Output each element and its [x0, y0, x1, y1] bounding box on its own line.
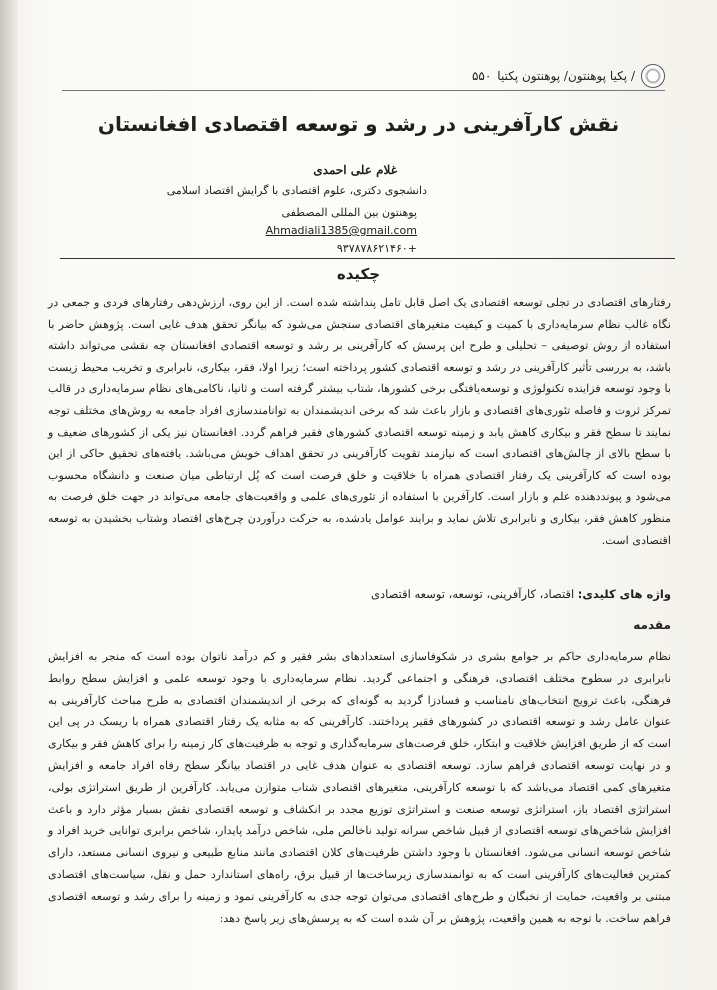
header-page-number: ۵۵۰	[471, 69, 492, 83]
author-phone: +۹۳۷۸۷۸۶۲۱۴۶۰	[336, 242, 417, 255]
author-name: غلام علی احمدی	[313, 163, 397, 177]
keywords	[371, 587, 671, 601]
abstract-text: رفتارهای اقتصادی در تجلی توسعه اقتصادی یک اصل قابل تامل پنداشته شده است. از این روی، ارزش‌دهی رفتارهای فردی و جمعی در نگاه غالب نظام سرمایه‌داری با کمیت و کیفیت متغیرهای اقتصادی سنجش می‌شود که بیانگر تحقق هدف غایی است. پژوهش حاضر با استفاده از روش توصیفی – تحلیلی و طرح این پرسش که کارآفرینی بر رشد و توسعه اقتصادی افغانستان چه نقشی می‌تواند داشته باشد، به بررسی تأثیر کارآفرینی در رشد و توسعه اقتصادی کشور پرداخته است؛ زیرا اولا، فقر، بیکاری، نابرابری و تخریب محیط زیست با وجود توسعه فزاینده تکنولوژی و توسعه‌یافتگی برخی کشورها، شتاب بیشتر گرفته است و ثانیا، ناکامی‌های نظام سرمایه‌داری در قالب تمرکز ثروت و فاصله تئوری‌های اقتصادی و بازار باعث شد که برخی اندیشمندان به توانامندسازی افراد جامعه به روش‌های مختلف توجه نمایند تا سطح فقر و بیکاری کاهش یابد و زمینه توسعه اقتصادی کشورهای فقیر فراهم گردد. افغانستان نیز یکی از کشورهای ضعیف و با سطح بالای از چالش‌های اقتصادی است که نیازمند تقویت کارآفرینی در تحقق اهداف خویش می‌باشد. یافته‌های تحقیق حاکی از این بوده است که کارآفرینی یک رفتار اقتصادی همراه با خلاقیت و خلق فرصت است که پُل ارتباطی میان صنعت و دانشگاه محسوب می‌شود و پیونددهنده علم و بازار است. کارآفرین با استفاده از تئوری‌های علمی و واقعیت‌های جامعه می‌تواند در جهت خلق فرصت به منظور کاهش فقر، بیکاری و نابرابری تلاش نماید و برایند عوامل یادشده، به حرکت درآوردن چرخ‌های اقتصاد وشتاب بخشیدن به توسعه اقتصادی است.	[48, 296, 671, 547]
author-university: پوهنتون بین المللی المصطفی	[281, 206, 417, 219]
abstract-heading: چکیده	[336, 265, 381, 283]
keywords-label: واژه های کلیدی:	[577, 587, 671, 601]
running-header	[40, 64, 665, 88]
intro-heading: مقدمه	[633, 618, 671, 632]
header-journal: / پکیا پوهنتون/ پوهنتون پکتیا	[497, 69, 635, 83]
author-affiliation: دانشجوی دکتری، علوم اقتصادی با گرایش اقتصاد اسلامی	[166, 184, 427, 197]
article-title: نقش کارآفرینی در رشد و توسعه اقتصادی افغانستان	[97, 112, 620, 136]
header-divider	[62, 90, 665, 91]
author-email[interactable]: Ahmadiali1385@gmail.com	[265, 224, 417, 237]
journal-seal-icon	[641, 64, 665, 88]
abstract-divider	[60, 258, 675, 259]
intro-text: نظام سرمایه‌داری حاکم بر جوامع بشری در شکوفاسازی استعدادهای بشر فقیر و کم درآمد ناتوان بوده است که منجر به افزایش نابرابری در سطوح مختلف اقتصادی، فرهنگی و اجتماعی گردید. نظام سرمایه‌داری با وجود توسعه علمی و افزایش سطح روابط فرهنگی، باعث ترویج انتخاب‌های نامناسب و فسادزا گردید به گونه‌ای که برخی از اندیشمندان اقتصادی به طرح مباحث کارآفرینی به عنوان عامل رشد و توسعه اقتصادی در کشورهای فقیر پرداختند. کارآفرینی که به مثابه یک رفتار اقتصادی همراه با ریسک در پی این است که از طریق افزایش خلاقیت و ابتکار، خلق فرصت‌های سرمایه‌گذاری و توجه به ظرفیت‌های کار زمینه را برای کاهش فقر و بیکاری و در نهایت توسعه اقتصادی فراهم سازد. توسعه اقتصادی به عنوان هدف غایی در اقتصاد بیانگر سطح رفاه افراد جامعه و افزایش متغیرهای کمی اقتصاد می‌باشد که با توسعه کارآفرینی، متغیرهای اقتصادی شتاب متوازن می‌یابد. کارآفرین از طریق استراتژی بولی، استراتژی اقتصاد باز، استراتژی توسعه صنعت و استراتژی توزیع مجدد بر انکشاف و توسعه اقتصادی نقش بسیار مؤثر دارد و باعث افزایش شاخص‌های توسعه اقتصادی از قبیل شاخص سرانه تولید ناخالص ملی، شاخص درآمد پایدار، شاخص برابری توانایی خرید افراد و شاخص توسعه انسانی می‌شود. افغانستان با وجود داشتن ظرفیت‌های کلان اقتصادی مانند منابع طبیعی و نیروی انسانی مستعد، دارای کمترین فعالیت‌های کارآفرینی است که به توانمندسازی زیرساخت‌ها از قبیل برق، راه‌های استاندارد حمل و نقل، سیاست‌های اقتصادی مبتنی بر واقعیت، حمایت از نخبگان و طرح‌های اقتصادی می‌توان توجه جدی به کارآفرینی نمود و زمینه را برای رشد و توسعه اقتصادی فراهم ساخت. با توجه به همین واقعیت، پژوهش بر آن شده است که به پرسش‌های زیر پاسخ دهد:	[48, 650, 671, 925]
keywords-list: اقتصاد، کارآفرینی، توسعه، توسعه اقتصادی	[371, 587, 575, 601]
